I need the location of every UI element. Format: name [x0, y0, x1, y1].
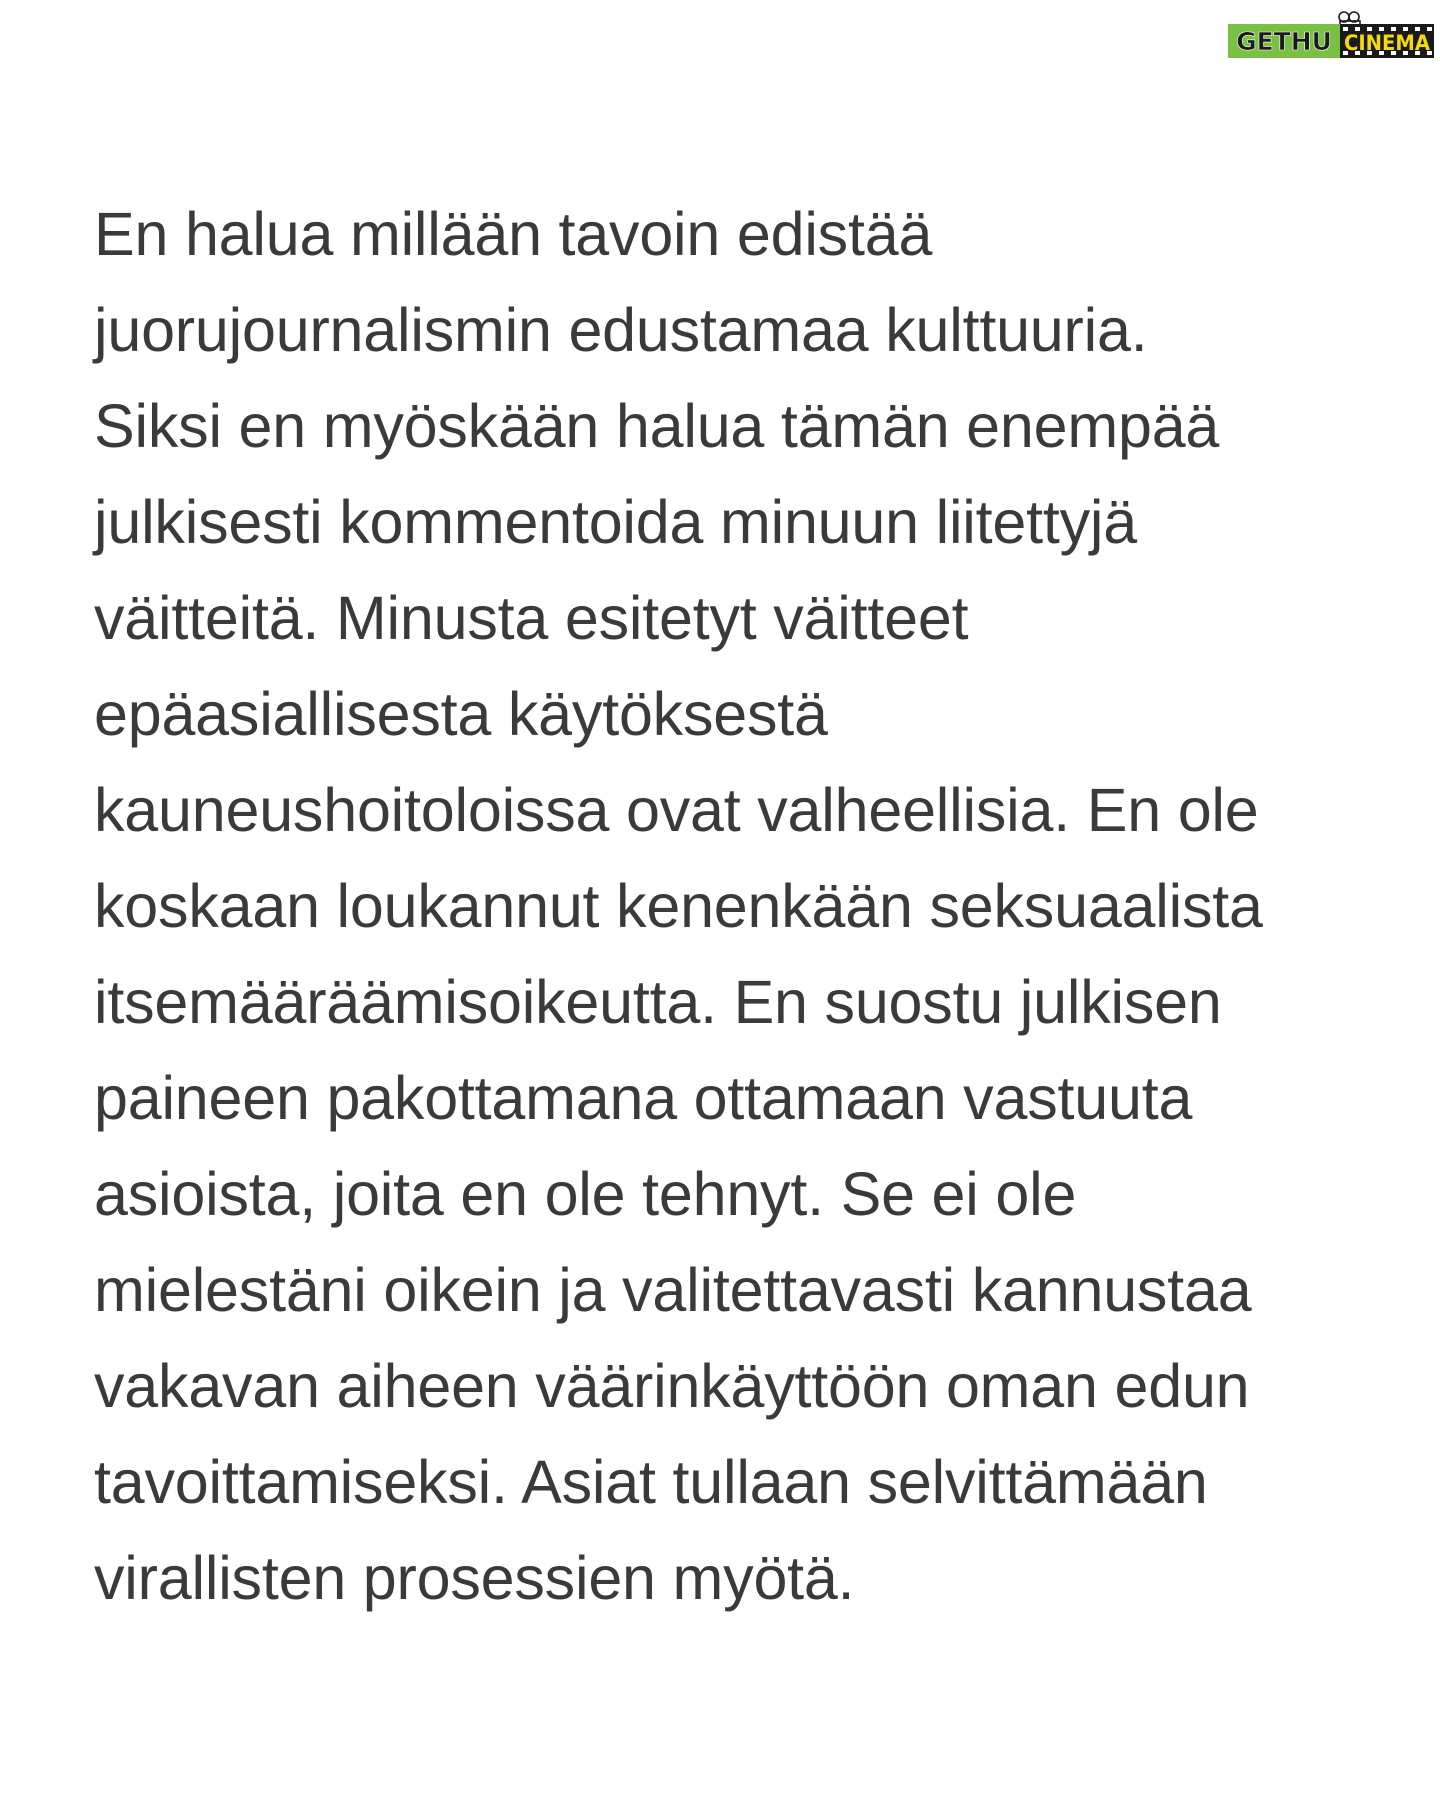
statement-line: koskaan loukannut kenenkään seksuaalista — [94, 872, 1263, 940]
statement-line: asioista, joita en ole tehnyt. Se ei ole — [94, 1160, 1077, 1228]
statement-line: väitteitä. Minusta esitetyt väitteet — [94, 584, 969, 652]
watermark-text-cinema: CINEMA — [1344, 31, 1431, 55]
statement-text — [94, 186, 1394, 1626]
statement-line: tavoittamiseksi. Asiat tullaan selvittämään — [94, 1448, 1208, 1516]
statement-line: vakavan aiheen väärinkäyttöön oman edun — [94, 1352, 1250, 1420]
statement-line: kauneushoitoloissa ovat valheellisia. En ole — [94, 776, 1259, 844]
statement-line: Siksi en myöskään halua tämän enempää — [94, 392, 1220, 460]
statement-line: julkisesti kommentoida minuun liitettyjä — [94, 488, 1137, 556]
statement-line: En halua millään tavoin edistää — [94, 200, 933, 268]
statement-line: paineen pakottamana ottamaan vastuuta — [94, 1064, 1193, 1132]
watermark-logo-graphic — [1222, 10, 1436, 62]
statement-line: epäasiallisesta käytöksestä — [94, 680, 828, 748]
statement-line: juorujournalismin edustamaa kulttuuria. — [94, 296, 1148, 364]
watermark-text-gethu: GETHU — [1236, 27, 1332, 56]
statement-line: itsemääräämisoikeutta. En suostu julkisen — [94, 968, 1222, 1036]
statement-line: virallisten prosessien myötä. — [94, 1544, 855, 1612]
gethu-cinema-watermark-logo — [1222, 10, 1436, 62]
statement-line: mielestäni oikein ja valitettavasti kannustaa — [94, 1256, 1252, 1324]
